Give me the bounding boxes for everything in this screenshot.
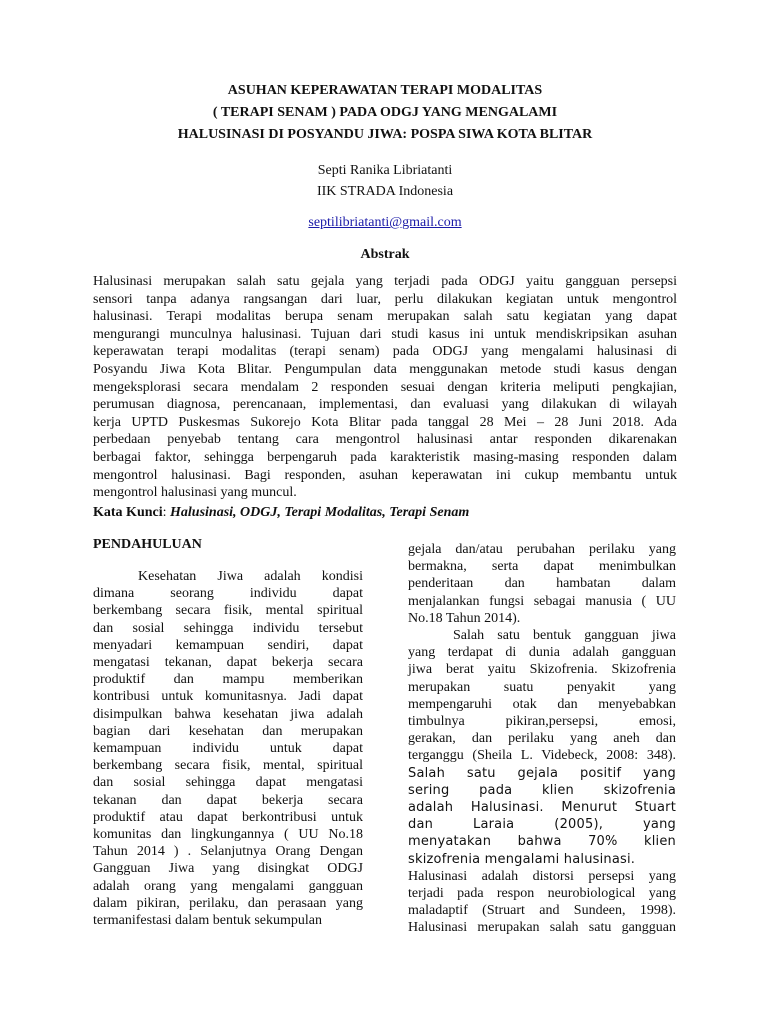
left-column xyxy=(93,568,363,929)
body-line: berkembang secara fisik, mental, spiritual xyxy=(93,758,363,774)
keywords xyxy=(93,503,469,523)
abstract-body xyxy=(93,273,677,502)
body-line: jiwa berat yaitu Skizofrenia. Skizofrenia xyxy=(408,662,676,678)
body-line: adalah Halusinasi. Menurut Stuart xyxy=(408,800,676,816)
right-column xyxy=(408,541,676,937)
keywords-values: Halusinasi, ODGJ, Terapi Modalitas, Terapi Senam xyxy=(170,505,470,520)
body-line: merupakan suatu penyakit yang xyxy=(408,679,676,695)
body-line: Kesehatan Jiwa adalah kondisi xyxy=(138,569,363,584)
body-line: yang terdapat di dunia adalah gangguan xyxy=(408,645,676,661)
body-line: adalah orang yang mengalami gangguan xyxy=(93,878,363,894)
body-line: sering pada klien skizofrenia xyxy=(408,782,676,798)
body-line: maladaptif (Struart and Sundeen, 1998). xyxy=(408,903,676,919)
author-email-link[interactable]: septilibriatanti@gmail.com xyxy=(308,215,462,230)
body-line: skizofrenia mengalami halusinasi. xyxy=(408,851,636,867)
abstract-line: Posyandu Jiwa Kota Blitar. Pengumpulan data menggunakan metode studi kasus dengan xyxy=(93,361,677,377)
abstract-line: berbagai faktor, sehingga berpengaruh pada karakteristik masing-masing responden dalam xyxy=(93,449,677,465)
title-line: ( TERAPI SENAM ) PADA ODGJ YANG MENGALAMI xyxy=(212,105,558,120)
author-name: Septi Ranika Libriatanti xyxy=(317,163,453,178)
body-line: disimpulkan bahwa kesehatan jiwa adalah xyxy=(93,706,363,722)
body-line: No.18 Tahun 2014). xyxy=(408,610,521,626)
body-line: mengatasi tekanan, dapat bekerja secara xyxy=(93,655,363,671)
body-line: termanifestasi dalam bentuk sekumpulan xyxy=(93,913,322,929)
body-line: berkembang secara fisik, mental spiritual xyxy=(93,603,363,619)
body-line: bermakna, serta dapat menimbulkan xyxy=(408,559,676,575)
abstract-line: perumusan diagnosa, perencanaan, implementasi, dan evaluasi yang dilakukan di wilayah xyxy=(93,397,677,413)
abstract-line: kerja UPTD Puskesmas Sukorejo Kota Blitar pada tanggal 28 Mei – 28 Juni 2018. Ada xyxy=(93,414,677,430)
author-block xyxy=(90,160,680,202)
body-line: terganggu (Sheila L. Videbeck, 2008: 348). xyxy=(408,748,676,764)
section-heading: PENDAHULUAN xyxy=(93,537,202,552)
body-line: terjadi pada respon neurobiological yang xyxy=(408,886,676,902)
abstract-line: halusinasi. Terapi modalitas berupa senam merupakan salah satu kegiatan yang dapat xyxy=(93,309,677,325)
body-line: tekanan dan dapat bekerja secara xyxy=(93,792,363,808)
body-line: Salah satu gejala positif yang xyxy=(408,765,676,781)
body-line: Salah satu bentuk gangguan jiwa xyxy=(453,628,676,644)
body-line: produktif dan mampu memberikan xyxy=(93,672,363,688)
body-line: komunitas dan lingkungannya ( UU No.18 xyxy=(93,827,363,843)
body-line: Halusinasi adalah distorsi persepsi yang xyxy=(408,868,676,884)
paper-title xyxy=(90,80,680,146)
body-line: timbulnya pikiran,persepsi, emosi, xyxy=(408,714,676,730)
author-affiliation: IIK STRADA Indonesia xyxy=(316,184,454,199)
body-line: dan sosial sehingga dapat mengatasi xyxy=(93,775,363,791)
abstract-line: mengontrol halusinasi yang muncul. xyxy=(93,485,297,501)
abstract-line: mengontrol halusinasi. Bagi responden, asuhan keperawatan ini cukup membantu untuk xyxy=(93,467,677,483)
body-line: kontribusi untuk komunitasnya. Jadi dapat xyxy=(93,689,363,705)
body-line: menyatakan bahwa 70% klien xyxy=(408,834,676,850)
body-line: mempengaruhi otak dan menyebabkan xyxy=(408,696,676,712)
body-line: Tahun 2014 ) . Selanjutnya Orang Dengan xyxy=(93,844,363,860)
body-line: Halusinasi merupakan salah satu gangguan xyxy=(408,920,676,936)
body-line: kemampuan individu untuk dapat xyxy=(93,741,363,757)
body-line: menjalankan fungsi sebagai manusia ( UU xyxy=(408,593,676,609)
body-line: dalam pikiran, perilaku, dan perasaan yang xyxy=(93,895,363,911)
body-line: dan Laraia (2005), yang xyxy=(408,817,676,833)
body-line: gerakan, dan perilaku yang aneh dan xyxy=(408,731,676,747)
body-line: menyadari kemampuan sendiri, dapat xyxy=(93,637,363,653)
body-line: dimana seorang individu dapat xyxy=(93,586,363,602)
abstract-line: mengeksplorasi secara mendalam 2 responden sesuai dengan kriteria meliputi pengkajian, xyxy=(93,379,677,395)
title-line: HALUSINASI DI POSYANDU JIWA: POSPA SIWA KOTA BLITAR xyxy=(177,127,593,142)
keywords-separator: : xyxy=(162,505,171,520)
body-line: dan sosial sehingga individu tersebut xyxy=(93,620,363,636)
body-line: penderitaan dan hambatan dalam xyxy=(408,576,676,592)
body-line: bagian dari kesehatan dan merupakan xyxy=(93,723,363,739)
keywords-label: Kata Kunci xyxy=(93,505,163,520)
body-line: gejala dan/atau perubahan perilaku yang xyxy=(408,542,676,557)
title-line: ASUHAN KEPERAWATAN TERAPI MODALITAS xyxy=(227,83,543,98)
abstract-line: perbedaan penyebab tentang cara mengontrol halusinasi antar responden dikarenakan xyxy=(93,432,677,448)
body-line: produktif atau dapat berkontribusi untuk xyxy=(93,809,363,825)
abstract-line: sensori tanpa adanya rangsangan dari luar, perlu dilakukan kegiatan untuk mengontrol xyxy=(93,291,677,307)
abstract-line: mengurangi munculnya halusinasi. Tujuan dari studi kasus ini untuk mendiskripsikan asuhan xyxy=(93,326,677,342)
abstract-heading: Abstrak xyxy=(360,247,410,262)
abstract-line: keperawatan terapi modalitas (terapi senam) pada ODGJ yang mengalami halusinasi di xyxy=(93,344,677,360)
abstract-line: Halusinasi merupakan salah satu gejala yang terjadi pada ODGJ yaitu gangguan persepsi xyxy=(93,274,677,289)
body-line: Gangguan Jiwa yang disingkat ODGJ xyxy=(93,861,363,877)
